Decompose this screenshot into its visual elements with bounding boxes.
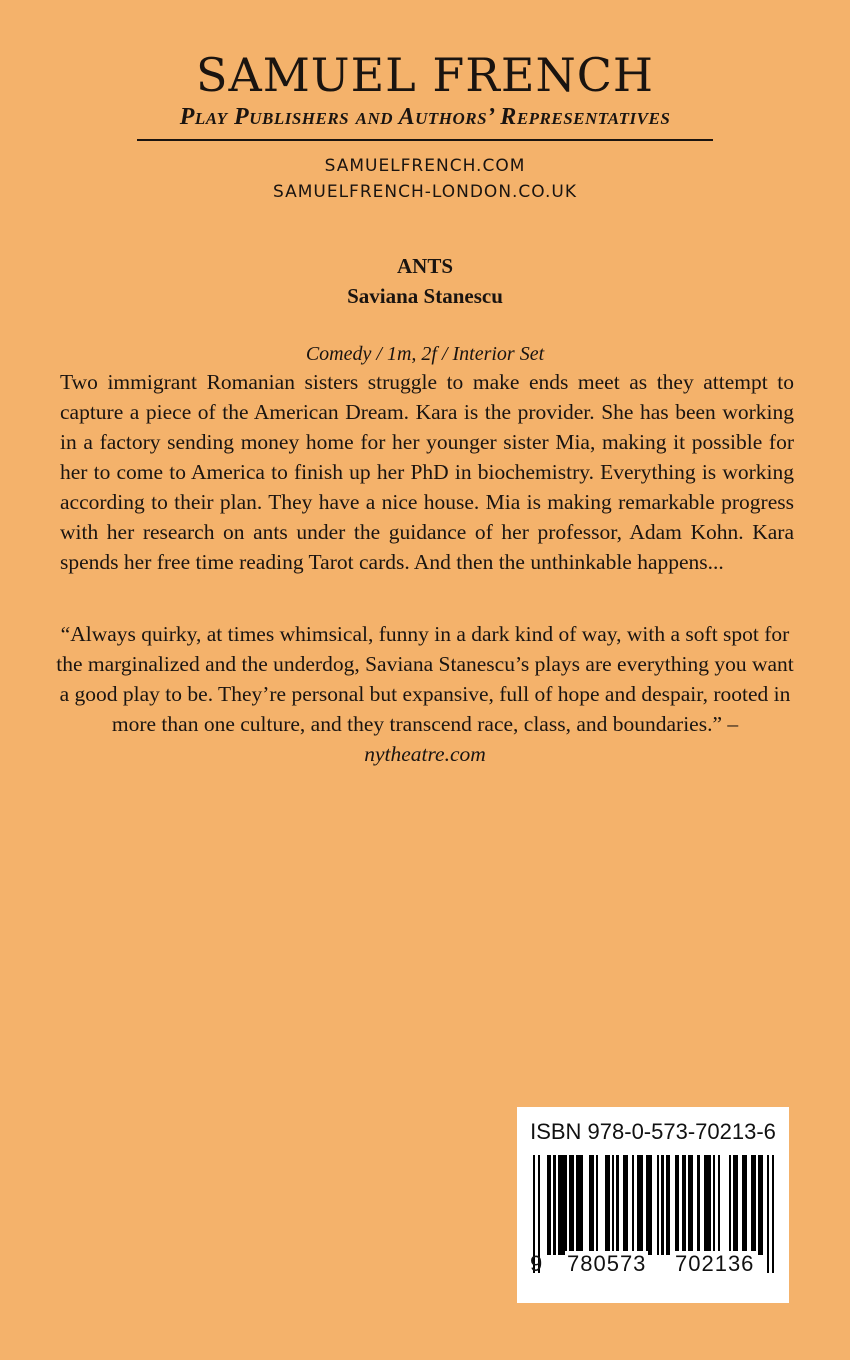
- barcode-bar: [549, 1155, 551, 1255]
- barcode-bar: [592, 1155, 594, 1255]
- barcode-bar: [772, 1155, 774, 1273]
- barcode-bar: [650, 1155, 652, 1255]
- publisher-block: [0, 48, 850, 205]
- barcode-bar: [713, 1155, 715, 1255]
- review-source: nytheatre.com: [364, 742, 486, 766]
- barcode-bar: [754, 1155, 756, 1255]
- barcode-bar: [612, 1155, 614, 1255]
- barcode-bar: [632, 1155, 634, 1255]
- review-quote: [56, 619, 794, 769]
- barcode-bar: [616, 1155, 618, 1255]
- divider-rule: [137, 139, 713, 141]
- barcode-bar: [729, 1155, 731, 1255]
- barcode-bar: [607, 1155, 609, 1255]
- isbn-barcode: [517, 1107, 789, 1303]
- publisher-tagline: Play Publishers and Authors’ Representatives: [179, 104, 671, 130]
- barcode-bar: [760, 1155, 762, 1255]
- barcode-bar: [571, 1155, 573, 1255]
- play-title: ANTS: [396, 254, 454, 278]
- barcode-bar: [668, 1155, 670, 1255]
- barcode-bar: [677, 1155, 679, 1255]
- barcode-left-digits: 780573: [567, 1251, 647, 1276]
- isbn-label: ISBN 978-0-573-70213-6: [530, 1119, 776, 1144]
- barcode-bar: [718, 1155, 720, 1255]
- barcode-bar: [553, 1155, 555, 1255]
- publisher-name: SAMUEL FRENCH: [195, 48, 655, 102]
- barcode-bar: [580, 1155, 582, 1255]
- barcode-bar: [661, 1155, 663, 1255]
- review-quote-text: “Always quirky, at times whimsical, funny in a dark kind of way, with a soft spot for the marginalized and the underdog, Saviana Stanescu’s plays are everything you want a good play to be. They’re personal but expansive, full of hope and despair, rooted in more than one culture, and they transcend race, class, and boundaries.” –: [56, 622, 794, 736]
- barcode-bar: [684, 1155, 686, 1255]
- barcode-right-digits: 702136: [675, 1251, 755, 1276]
- barcode-bar: [736, 1155, 738, 1255]
- barcode-bar: [691, 1155, 693, 1255]
- barcode-bar: [697, 1155, 699, 1255]
- synopsis: Two immigrant Romanian sisters struggle to make ends meet as they attempt to capture a piece of the American Dream. Kara is the provider. She has been working in a factory sending money home for her younger sister Mia, making it possible for her to come to America to finish up her PhD in biochemistry. Everything is working according to their plan. They have a nice house. Mia is making remarkable progress with her research on ants under the guidance of her professor, Adam Kohn. Kara spends her free time reading Tarot cards. And then the unthinkable happens...: [60, 370, 794, 574]
- barcode-bar: [745, 1155, 747, 1255]
- barcode-bar: [657, 1155, 659, 1255]
- barcode-bar: [625, 1155, 627, 1255]
- play-meta: Comedy / 1m, 2f / Interior Set: [305, 343, 545, 365]
- barcode-bar: [767, 1155, 769, 1273]
- publisher-url-london[interactable]: SAMUELFRENCH-LONDON.CO.UK: [272, 182, 577, 202]
- barcode-bar: [565, 1155, 567, 1255]
- barcode-bar: [596, 1155, 598, 1255]
- barcode-first-digit: 9: [530, 1251, 543, 1276]
- publisher-url-us[interactable]: SAMUELFRENCH.COM: [324, 156, 526, 176]
- play-author: Saviana Stanescu: [347, 284, 503, 308]
- barcode-bar: [709, 1155, 711, 1255]
